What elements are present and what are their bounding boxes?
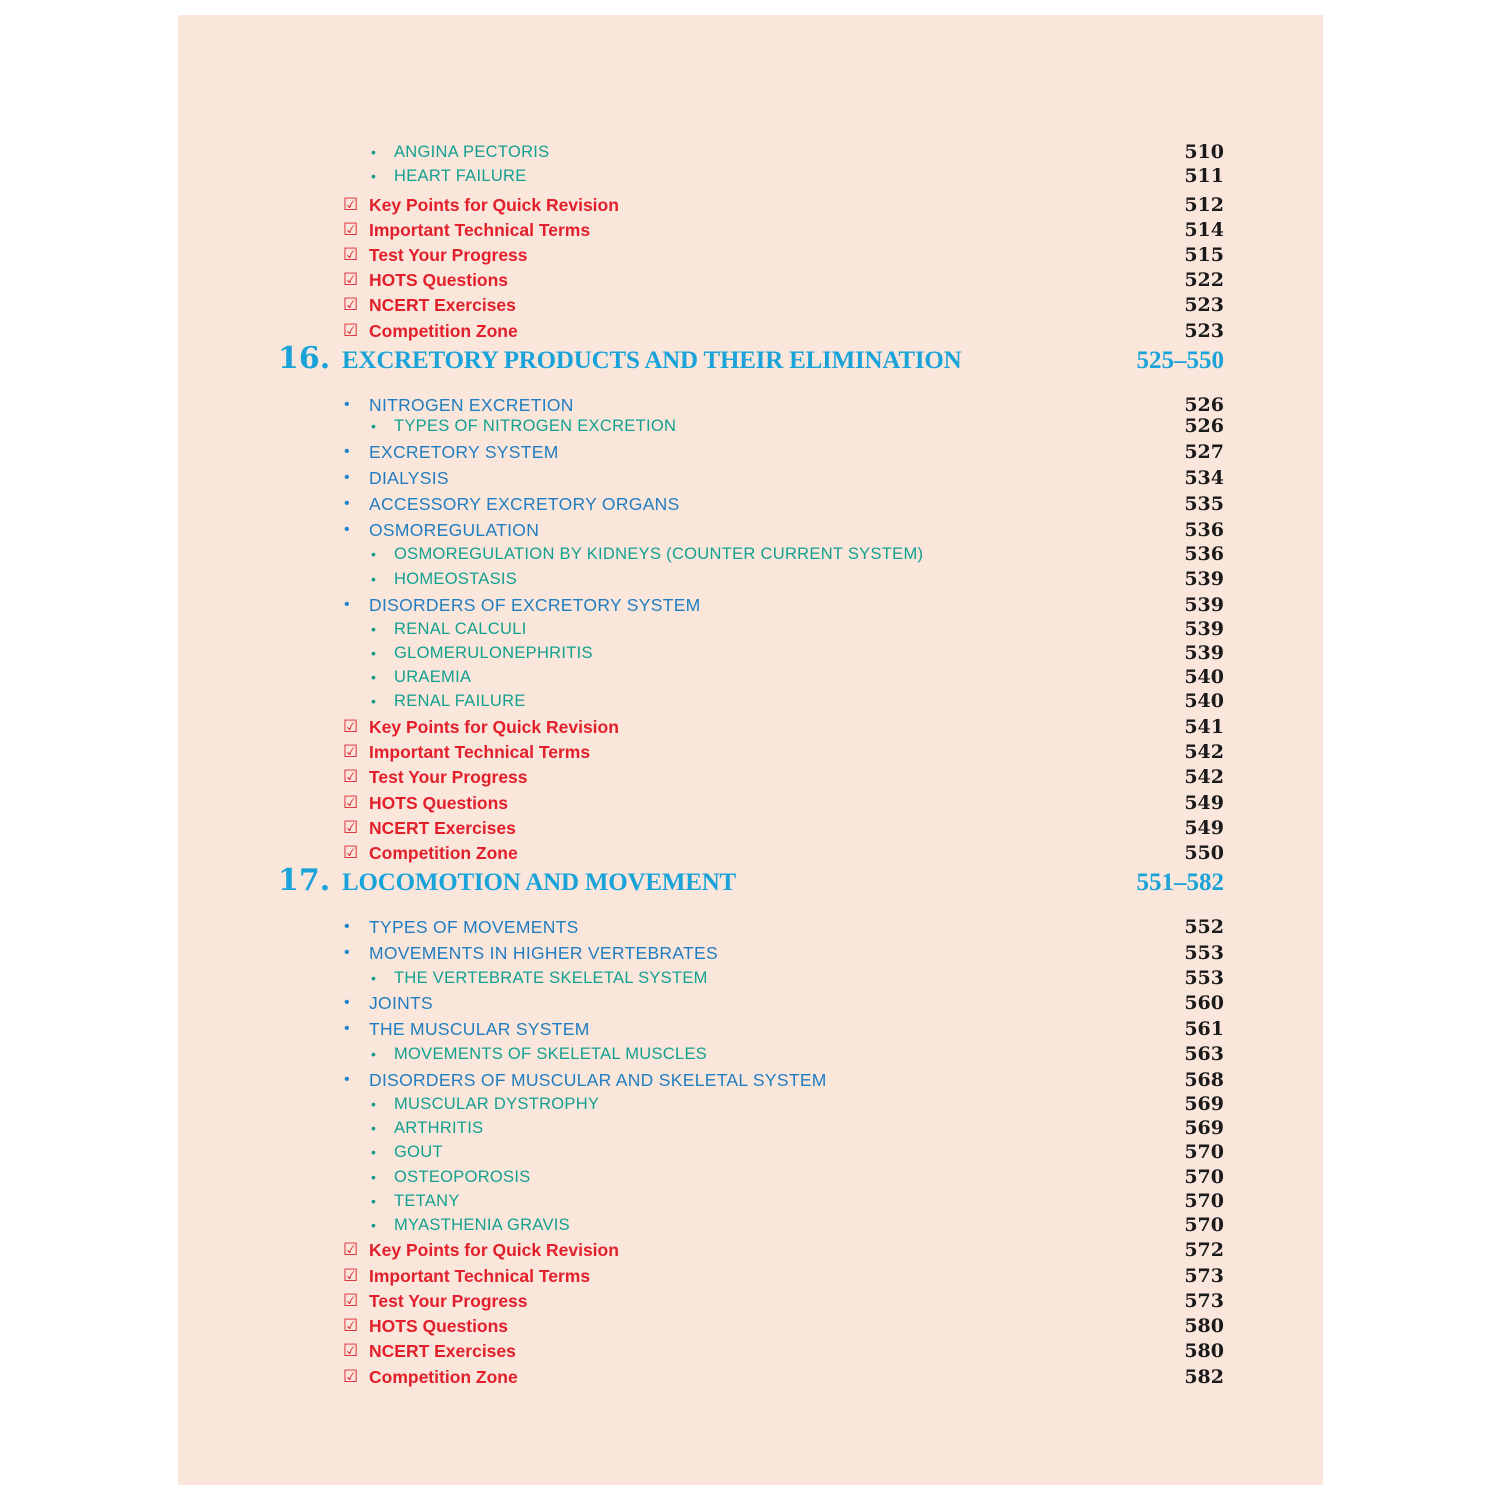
page-number: 514 — [1184, 219, 1224, 241]
checkbox-icon: ☑ — [343, 767, 359, 787]
bullet-icon: • — [344, 495, 350, 512]
chapter-number: 16. — [278, 341, 331, 376]
entry-title: HEART FAILURE — [394, 167, 527, 185]
checkbox-icon: ☑ — [343, 1367, 359, 1387]
page-number: 540 — [1184, 690, 1224, 712]
entry-title: Test Your Progress — [369, 1291, 528, 1311]
page-number: 553 — [1184, 967, 1224, 989]
entry-title: MYASTHENIA GRAVIS — [394, 1216, 570, 1234]
toc-revision-entry — [178, 765, 1323, 791]
entry-title: MOVEMENTS OF SKELETAL MUSCLES — [394, 1045, 708, 1063]
entry-title: Competition Zone — [369, 321, 518, 341]
entry-title: OSMOREGULATION BY KIDNEYS (COUNTER CURRENT SYSTEM) — [394, 545, 924, 563]
entry-title: TYPES OF NITROGEN EXCRETION — [394, 417, 677, 435]
toc-entry — [178, 593, 1323, 619]
chapter-heading — [178, 341, 1323, 385]
page-number: 542 — [1184, 741, 1224, 763]
entry-title: OSMOREGULATION — [369, 520, 540, 540]
entry-title: GLOMERULONEPHRITIS — [394, 644, 593, 662]
page-number: 569 — [1184, 1093, 1224, 1115]
toc-revision-entry — [178, 1314, 1323, 1340]
checkbox-icon: ☑ — [343, 220, 359, 240]
toc-subentry — [178, 1165, 1323, 1191]
checkbox-icon: ☑ — [343, 1341, 359, 1361]
toc-subentry — [178, 567, 1323, 593]
bullet-icon: • — [371, 418, 376, 434]
bullet-icon: • — [371, 571, 376, 587]
entry-title: JOINTS — [369, 993, 434, 1013]
checkbox-icon: ☑ — [343, 793, 359, 813]
bullet-icon: • — [371, 1193, 376, 1209]
page-number: 552 — [1184, 916, 1224, 938]
toc-subentry — [178, 1213, 1323, 1239]
page-number: 536 — [1184, 543, 1224, 565]
bullet-icon: • — [344, 521, 350, 538]
toc-revision-entry — [178, 1264, 1323, 1290]
checkbox-icon: ☑ — [343, 321, 359, 341]
toc-subentry — [178, 542, 1323, 568]
page-number: 535 — [1184, 493, 1224, 515]
toc-subentry — [178, 1116, 1323, 1142]
entry-title: TYPES OF MOVEMENTS — [369, 917, 579, 937]
bullet-icon: • — [371, 1046, 376, 1062]
bullet-icon: • — [344, 1020, 350, 1037]
toc-subentry — [178, 1042, 1323, 1068]
page-number: 512 — [1184, 194, 1224, 216]
page-number: 515 — [1184, 244, 1224, 266]
page-number: 580 — [1184, 1315, 1224, 1337]
bullet-icon: • — [371, 1144, 376, 1160]
bullet-icon: • — [371, 1169, 376, 1185]
entry-title: Competition Zone — [369, 843, 518, 863]
page-number: 553 — [1184, 942, 1224, 964]
toc-revision-entry — [178, 816, 1323, 842]
bullet-icon: • — [344, 396, 350, 413]
page-number: 539 — [1184, 568, 1224, 590]
entry-title: DIALYSIS — [369, 468, 449, 488]
page-number: 539 — [1184, 618, 1224, 640]
page-number: 526 — [1184, 394, 1224, 416]
toc-subentry — [178, 414, 1323, 440]
entry-title: Competition Zone — [369, 1367, 518, 1387]
toc-entry — [178, 915, 1323, 941]
checkbox-icon: ☑ — [343, 818, 359, 838]
bullet-icon: • — [344, 944, 350, 961]
bullet-icon: • — [371, 693, 376, 709]
entry-title: DISORDERS OF MUSCULAR AND SKELETAL SYSTEM — [369, 1070, 827, 1090]
page-number: 560 — [1184, 992, 1224, 1014]
entry-title: Key Points for Quick Revision — [369, 195, 619, 215]
toc-entry — [178, 518, 1323, 544]
toc-subentry — [178, 966, 1323, 992]
entry-title: TETANY — [394, 1192, 460, 1210]
toc-revision-entry — [178, 1289, 1323, 1315]
entry-title: ARTHRITIS — [394, 1119, 484, 1137]
checkbox-icon: ☑ — [343, 1266, 359, 1286]
entry-title: OSTEOPOROSIS — [394, 1168, 531, 1186]
page-number: 539 — [1184, 642, 1224, 664]
page-number: 523 — [1184, 294, 1224, 316]
toc-revision-entry — [178, 218, 1323, 244]
page-number: 570 — [1184, 1141, 1224, 1163]
page-number: 539 — [1184, 594, 1224, 616]
entry-title: NCERT Exercises — [369, 1341, 516, 1361]
bullet-icon: • — [371, 144, 376, 160]
entry-title: NCERT Exercises — [369, 818, 516, 838]
page-number: 549 — [1184, 817, 1224, 839]
entry-title: Key Points for Quick Revision — [369, 717, 619, 737]
page-number: 561 — [1184, 1018, 1224, 1040]
entry-title: NCERT Exercises — [369, 295, 516, 315]
entry-title: RENAL FAILURE — [394, 692, 526, 710]
entry-title: URAEMIA — [394, 668, 472, 686]
bullet-icon: • — [371, 1120, 376, 1136]
page-number: 580 — [1184, 1340, 1224, 1362]
bullet-icon: • — [371, 546, 376, 562]
chapter-number: 17. — [278, 863, 331, 898]
toc-subentry — [178, 617, 1323, 643]
entry-title: HOTS Questions — [369, 1316, 509, 1336]
toc-subentry — [178, 1140, 1323, 1166]
bullet-icon: • — [344, 596, 350, 613]
bullet-icon: • — [371, 1096, 376, 1112]
table-of-contents — [178, 15, 1323, 1485]
toc-revision-entry — [178, 268, 1323, 294]
entry-title: Important Technical Terms — [369, 220, 591, 240]
bullet-icon: • — [371, 669, 376, 685]
chapter-title: LOCOMOTION AND MOVEMENT — [342, 869, 737, 896]
toc-revision-entry — [178, 319, 1323, 345]
checkbox-icon: ☑ — [343, 742, 359, 762]
toc-revision-entry — [178, 1365, 1323, 1391]
toc-revision-entry — [178, 715, 1323, 741]
checkbox-icon: ☑ — [343, 1316, 359, 1336]
toc-subentry — [178, 1189, 1323, 1215]
page-number: 572 — [1184, 1239, 1224, 1261]
toc-revision-entry — [178, 841, 1323, 867]
page-number: 510 — [1184, 141, 1224, 163]
toc-revision-entry — [178, 1238, 1323, 1264]
toc-subentry — [178, 140, 1323, 166]
checkbox-icon: ☑ — [343, 245, 359, 265]
page-number: 550 — [1184, 842, 1224, 864]
entry-title: THE MUSCULAR SYSTEM — [369, 1019, 590, 1039]
toc-entry — [178, 941, 1323, 967]
entry-title: RENAL CALCULI — [394, 620, 527, 638]
toc-subentry — [178, 665, 1323, 691]
entry-title: Important Technical Terms — [369, 1266, 591, 1286]
page-number: 582 — [1184, 1366, 1224, 1388]
toc-subentry — [178, 641, 1323, 667]
page-number: 570 — [1184, 1214, 1224, 1236]
page-number: 534 — [1184, 467, 1224, 489]
bullet-icon: • — [344, 994, 350, 1011]
bullet-icon: • — [344, 443, 350, 460]
toc-page — [178, 15, 1323, 1485]
toc-revision-entry — [178, 1339, 1323, 1365]
toc-revision-entry — [178, 740, 1323, 766]
entry-title: MUSCULAR DYSTROPHY — [394, 1095, 600, 1113]
bullet-icon: • — [371, 645, 376, 661]
bullet-icon: • — [344, 469, 350, 486]
checkbox-icon: ☑ — [343, 1240, 359, 1260]
page-number: 570 — [1184, 1190, 1224, 1212]
toc-entry — [178, 991, 1323, 1017]
checkbox-icon: ☑ — [343, 270, 359, 290]
page-number: 527 — [1184, 441, 1224, 463]
bullet-icon: • — [344, 918, 350, 935]
page-number: 542 — [1184, 766, 1224, 788]
entry-title: HOTS Questions — [369, 793, 509, 813]
entry-title: Key Points for Quick Revision — [369, 1240, 619, 1260]
toc-subentry — [178, 689, 1323, 715]
bullet-icon: • — [371, 970, 376, 986]
toc-revision-entry — [178, 243, 1323, 269]
page-number: 570 — [1184, 1166, 1224, 1188]
page-number: 549 — [1184, 792, 1224, 814]
toc-entry — [178, 466, 1323, 492]
entry-title: GOUT — [394, 1143, 443, 1161]
entry-title: Test Your Progress — [369, 245, 528, 265]
toc-entry — [178, 440, 1323, 466]
entry-title: HOTS Questions — [369, 270, 509, 290]
toc-subentry — [178, 164, 1323, 190]
checkbox-icon: ☑ — [343, 295, 359, 315]
bullet-icon: • — [371, 168, 376, 184]
page-number: 526 — [1184, 415, 1224, 437]
entry-title: HOMEOSTASIS — [394, 570, 518, 588]
checkbox-icon: ☑ — [343, 843, 359, 863]
toc-revision-entry — [178, 293, 1323, 319]
entry-title: MOVEMENTS IN HIGHER VERTEBRATES — [369, 943, 718, 963]
toc-subentry — [178, 1092, 1323, 1118]
entry-title: EXCRETORY SYSTEM — [369, 442, 559, 462]
entry-title: Test Your Progress — [369, 767, 528, 787]
toc-revision-entry — [178, 193, 1323, 219]
bullet-icon: • — [371, 1217, 376, 1233]
page-number: 523 — [1184, 320, 1224, 342]
bullet-icon: • — [344, 1071, 350, 1088]
entry-title: ANGINA PECTORIS — [394, 143, 550, 161]
toc-entry — [178, 1017, 1323, 1043]
page-number: 541 — [1184, 716, 1224, 738]
page-number: 568 — [1184, 1069, 1224, 1091]
toc-entry — [178, 1068, 1323, 1094]
page-number: 540 — [1184, 666, 1224, 688]
entry-title: THE VERTEBRATE SKELETAL SYSTEM — [394, 969, 708, 987]
entry-title: ACCESSORY EXCRETORY ORGANS — [369, 494, 680, 514]
checkbox-icon: ☑ — [343, 195, 359, 215]
checkbox-icon: ☑ — [343, 717, 359, 737]
entry-title: NITROGEN EXCRETION — [369, 395, 574, 415]
toc-revision-entry — [178, 791, 1323, 817]
page-number: 573 — [1184, 1265, 1224, 1287]
page-number: 522 — [1184, 269, 1224, 291]
toc-entry — [178, 492, 1323, 518]
page-number: 536 — [1184, 519, 1224, 541]
page-number: 569 — [1184, 1117, 1224, 1139]
chapter-heading — [178, 863, 1323, 907]
page-number: 511 — [1184, 165, 1224, 187]
page-number: 573 — [1184, 1290, 1224, 1312]
chapter-page-range: 551–582 — [1136, 869, 1224, 896]
chapter-title: EXCRETORY PRODUCTS AND THEIR ELIMINATION — [342, 347, 962, 374]
entry-title: DISORDERS OF EXCRETORY SYSTEM — [369, 595, 701, 615]
bullet-icon: • — [371, 621, 376, 637]
chapter-page-range: 525–550 — [1136, 347, 1224, 374]
entry-title: Important Technical Terms — [369, 742, 591, 762]
page-number: 563 — [1184, 1043, 1224, 1065]
checkbox-icon: ☑ — [343, 1291, 359, 1311]
